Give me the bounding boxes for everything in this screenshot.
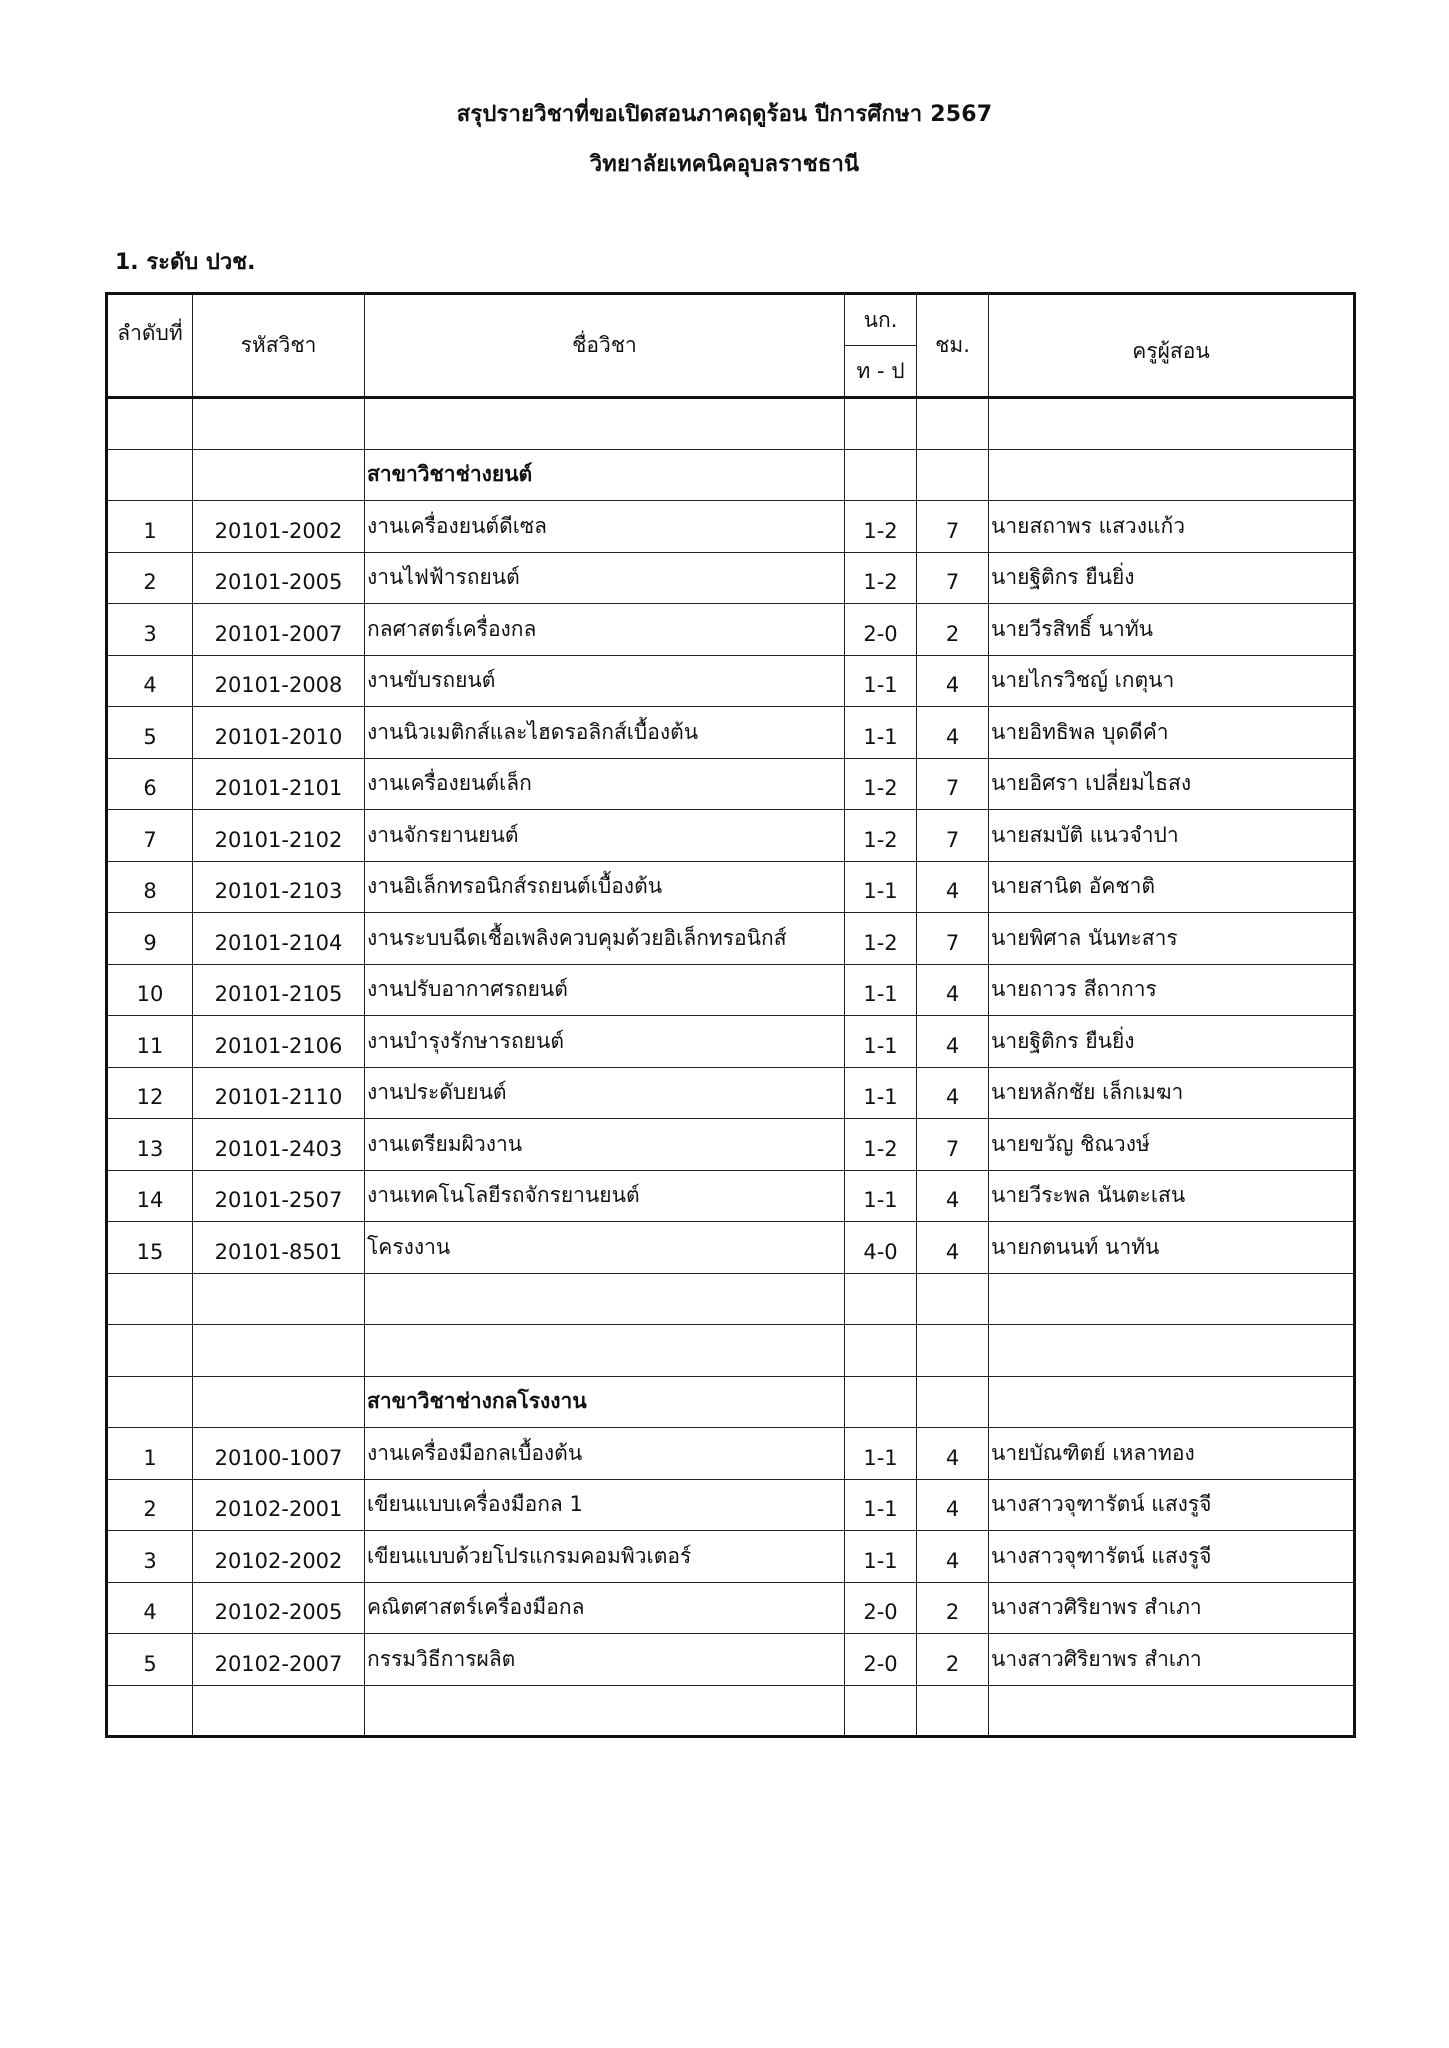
table-row xyxy=(107,913,1355,965)
empty-cell xyxy=(989,449,1355,501)
hours-value: 2 xyxy=(917,1582,989,1634)
credit-value: 1-1 xyxy=(845,1428,917,1480)
course-name: งานบำรุงรักษารถยนต์ xyxy=(365,1016,845,1068)
teacher-name: นายวีรสิทธิ์ นาทัน xyxy=(989,604,1355,656)
course-code: 20101-2104 xyxy=(193,913,365,965)
row-number: 14 xyxy=(107,1170,193,1222)
course-name: งานเทคโนโลยีรถจักรยานยนต์ xyxy=(365,1170,845,1222)
hours-value: 4 xyxy=(917,1222,989,1274)
empty-cell xyxy=(917,1376,989,1428)
section-heading: 1. ระดับ ปวช. xyxy=(115,250,256,275)
row-number: 3 xyxy=(107,604,193,656)
hours-value: 4 xyxy=(917,1016,989,1068)
table-row xyxy=(107,707,1355,759)
course-name: กรรมวิธีการผลิต xyxy=(365,1634,845,1686)
empty-cell xyxy=(193,398,365,450)
empty-cell xyxy=(917,1685,989,1737)
course-code: 20101-2010 xyxy=(193,707,365,759)
teacher-name: นายอิศรา เปลี่ยมไธสง xyxy=(989,758,1355,810)
table-row xyxy=(107,1428,1355,1480)
empty-row xyxy=(107,1325,1355,1377)
empty-cell xyxy=(989,398,1355,450)
row-number: 2 xyxy=(107,1479,193,1531)
group-name: สาขาวิชาช่างกลโรงงาน xyxy=(365,1376,845,1428)
header-teacher: ครูผู้สอน xyxy=(989,294,1355,398)
hours-value: 7 xyxy=(917,810,989,862)
row-number: 13 xyxy=(107,1119,193,1171)
hours-value: 4 xyxy=(917,964,989,1016)
course-code: 20102-2001 xyxy=(193,1479,365,1531)
credit-value: 1-2 xyxy=(845,552,917,604)
table-row xyxy=(107,1634,1355,1686)
empty-cell xyxy=(193,1325,365,1377)
empty-cell xyxy=(989,1325,1355,1377)
row-number: 12 xyxy=(107,1067,193,1119)
row-number: 11 xyxy=(107,1016,193,1068)
header-order: ลำดับที่ xyxy=(107,294,193,398)
row-number: 1 xyxy=(107,1428,193,1480)
course-name: งานเครื่องยนต์เล็ก xyxy=(365,758,845,810)
row-number: 15 xyxy=(107,1222,193,1274)
empty-cell xyxy=(107,1376,193,1428)
empty-cell xyxy=(917,398,989,450)
document-title: สรุปรายวิชาที่ขอเปิดสอนภาคฤดูร้อน ปีการศึกษา 2567 xyxy=(456,102,993,127)
course-name: เขียนแบบเครื่องมือกล 1 xyxy=(365,1479,845,1531)
course-code: 20101-2106 xyxy=(193,1016,365,1068)
empty-cell xyxy=(193,1685,365,1737)
teacher-name: นายไกรวิชญ์ เกตุนา xyxy=(989,655,1355,707)
table-row xyxy=(107,1531,1355,1583)
empty-cell xyxy=(107,1325,193,1377)
teacher-name: นายถาวร สีถาการ xyxy=(989,964,1355,1016)
empty-row xyxy=(107,1685,1355,1737)
credit-value: 1-2 xyxy=(845,913,917,965)
empty-row xyxy=(107,398,1355,450)
empty-cell xyxy=(365,398,845,450)
row-number: 5 xyxy=(107,1634,193,1686)
college-name: วิทยาลัยเทคนิคอุบลราชธานี xyxy=(589,152,860,177)
course-code: 20102-2007 xyxy=(193,1634,365,1686)
teacher-name: นายขวัญ ชิณวงษ์ xyxy=(989,1119,1355,1171)
row-number: 2 xyxy=(107,552,193,604)
hours-value: 4 xyxy=(917,655,989,707)
course-table-body xyxy=(107,398,1355,1737)
course-table xyxy=(105,292,1356,1738)
course-code: 20101-2101 xyxy=(193,758,365,810)
course-name: งานเครื่องมือกลเบื้องต้น xyxy=(365,1428,845,1480)
credit-value: 1-2 xyxy=(845,810,917,862)
empty-cell xyxy=(989,1273,1355,1325)
empty-cell xyxy=(845,398,917,450)
teacher-name: นางสาวจุฑารัตน์ แสงรูจี xyxy=(989,1479,1355,1531)
teacher-name: นายกตนนท์ นาทัน xyxy=(989,1222,1355,1274)
course-name: งานขับรถยนต์ xyxy=(365,655,845,707)
credit-value: 1-2 xyxy=(845,1119,917,1171)
empty-cell xyxy=(917,1325,989,1377)
empty-cell xyxy=(845,1685,917,1737)
empty-cell xyxy=(107,449,193,501)
empty-cell xyxy=(365,1685,845,1737)
teacher-name: นางสาวศิริยาพร สำเภา xyxy=(989,1634,1355,1686)
credit-value: 1-2 xyxy=(845,501,917,553)
empty-cell xyxy=(107,1273,193,1325)
credit-value: 1-1 xyxy=(845,964,917,1016)
row-number: 10 xyxy=(107,964,193,1016)
row-number: 4 xyxy=(107,655,193,707)
hours-value: 7 xyxy=(917,758,989,810)
credit-value: 1-1 xyxy=(845,1016,917,1068)
empty-cell xyxy=(845,1325,917,1377)
credit-value: 2-0 xyxy=(845,604,917,656)
empty-cell xyxy=(193,1273,365,1325)
course-name: งานประดับยนต์ xyxy=(365,1067,845,1119)
course-code: 20101-2103 xyxy=(193,861,365,913)
group-row xyxy=(107,449,1355,501)
hours-value: 4 xyxy=(917,707,989,759)
empty-cell xyxy=(845,1273,917,1325)
empty-cell xyxy=(193,449,365,501)
table-row xyxy=(107,1222,1355,1274)
header-code: รหัสวิชา xyxy=(193,294,365,398)
empty-cell xyxy=(365,1325,845,1377)
credit-value: 1-1 xyxy=(845,1531,917,1583)
course-code: 20101-2507 xyxy=(193,1170,365,1222)
table-row xyxy=(107,1582,1355,1634)
table-row xyxy=(107,655,1355,707)
hours-value: 2 xyxy=(917,604,989,656)
row-number: 6 xyxy=(107,758,193,810)
hours-value: 4 xyxy=(917,1067,989,1119)
teacher-name: นายหลักชัย เล็กเมฆา xyxy=(989,1067,1355,1119)
header-hours: ชม. xyxy=(917,294,989,398)
course-code: 20101-2005 xyxy=(193,552,365,604)
empty-cell xyxy=(193,1376,365,1428)
teacher-name: นายสมบัติ แนวจำปา xyxy=(989,810,1355,862)
course-name: งานปรับอากาศรถยนต์ xyxy=(365,964,845,1016)
table-row xyxy=(107,1479,1355,1531)
credit-value: 1-1 xyxy=(845,1170,917,1222)
course-code: 20102-2005 xyxy=(193,1582,365,1634)
course-name: งานไฟฟ้ารถยนต์ xyxy=(365,552,845,604)
table-row xyxy=(107,604,1355,656)
row-number: 8 xyxy=(107,861,193,913)
group-row xyxy=(107,1376,1355,1428)
course-code: 20101-2102 xyxy=(193,810,365,862)
credit-value: 1-2 xyxy=(845,758,917,810)
empty-cell xyxy=(917,1273,989,1325)
teacher-name: นายพิศาล นันทะสาร xyxy=(989,913,1355,965)
course-name: เขียนแบบด้วยโปรแกรมคอมพิวเตอร์ xyxy=(365,1531,845,1583)
credit-value: 2-0 xyxy=(845,1582,917,1634)
course-code: 20102-2002 xyxy=(193,1531,365,1583)
teacher-name: นายฐิติกร ยืนยิ่ง xyxy=(989,1016,1355,1068)
table-row xyxy=(107,964,1355,1016)
course-name: โครงงาน xyxy=(365,1222,845,1274)
teacher-name: นายสถาพร แสวงแก้ว xyxy=(989,501,1355,553)
row-number: 9 xyxy=(107,913,193,965)
course-name: งานระบบฉีดเชื้อเพลิงควบคุมด้วยอิเล็กทรอนิกส์ xyxy=(365,913,845,965)
row-number: 3 xyxy=(107,1531,193,1583)
hours-value: 4 xyxy=(917,1531,989,1583)
row-number: 4 xyxy=(107,1582,193,1634)
course-name: งานเครื่องยนต์ดีเซล xyxy=(365,501,845,553)
empty-cell xyxy=(107,398,193,450)
credit-value: 1-1 xyxy=(845,1067,917,1119)
teacher-name: นายฐิติกร ยืนยิ่ง xyxy=(989,552,1355,604)
course-name: งานจักรยานยนต์ xyxy=(365,810,845,862)
empty-row xyxy=(107,1273,1355,1325)
teacher-name: นางสาวจุฑารัตน์ แสงรูจี xyxy=(989,1531,1355,1583)
course-code: 20101-2105 xyxy=(193,964,365,1016)
course-code: 20101-8501 xyxy=(193,1222,365,1274)
credit-value: 1-1 xyxy=(845,707,917,759)
table-row xyxy=(107,501,1355,553)
teacher-name: นายอิทธิพล บุดดีคำ xyxy=(989,707,1355,759)
hours-value: 7 xyxy=(917,913,989,965)
hours-value: 4 xyxy=(917,861,989,913)
hours-value: 4 xyxy=(917,1479,989,1531)
course-name: คณิตศาสตร์เครื่องมือกล xyxy=(365,1582,845,1634)
table-row xyxy=(107,1016,1355,1068)
credit-value: 1-1 xyxy=(845,655,917,707)
teacher-name: นายสานิต อัคชาติ xyxy=(989,861,1355,913)
hours-value: 7 xyxy=(917,1119,989,1171)
course-name: กลศาสตร์เครื่องกล xyxy=(365,604,845,656)
course-name: งานเตรียมผิวงาน xyxy=(365,1119,845,1171)
course-name: งานอิเล็กทรอนิกส์รถยนต์เบื้องต้น xyxy=(365,861,845,913)
table-row xyxy=(107,1170,1355,1222)
empty-cell xyxy=(989,1685,1355,1737)
header-credit-sub: ท - ป xyxy=(845,346,917,398)
teacher-name: นายบัณฑิตย์ เหลาทอง xyxy=(989,1428,1355,1480)
hours-value: 7 xyxy=(917,552,989,604)
table-row xyxy=(107,810,1355,862)
row-number: 7 xyxy=(107,810,193,862)
group-name: สาขาวิชาช่างยนต์ xyxy=(365,449,845,501)
empty-cell xyxy=(845,449,917,501)
table-row xyxy=(107,1067,1355,1119)
credit-value: 1-1 xyxy=(845,861,917,913)
credit-value: 1-1 xyxy=(845,1479,917,1531)
header-credit: นก. xyxy=(845,294,917,346)
course-code: 20101-2008 xyxy=(193,655,365,707)
course-code: 20101-2110 xyxy=(193,1067,365,1119)
hours-value: 4 xyxy=(917,1170,989,1222)
teacher-name: นายวีระพล นันตะเสน xyxy=(989,1170,1355,1222)
empty-cell xyxy=(365,1273,845,1325)
hours-value: 2 xyxy=(917,1634,989,1686)
row-number: 1 xyxy=(107,501,193,553)
hours-value: 4 xyxy=(917,1428,989,1480)
table-row xyxy=(107,552,1355,604)
empty-cell xyxy=(917,449,989,501)
empty-cell xyxy=(845,1376,917,1428)
empty-cell xyxy=(989,1376,1355,1428)
credit-value: 4-0 xyxy=(845,1222,917,1274)
course-name: งานนิวเมติกส์และไฮดรอลิกส์เบื้องต้น xyxy=(365,707,845,759)
credit-value: 2-0 xyxy=(845,1634,917,1686)
course-code: 20101-2403 xyxy=(193,1119,365,1171)
empty-cell xyxy=(107,1685,193,1737)
table-row xyxy=(107,1119,1355,1171)
table-row xyxy=(107,861,1355,913)
row-number: 5 xyxy=(107,707,193,759)
course-code: 20100-1007 xyxy=(193,1428,365,1480)
hours-value: 7 xyxy=(917,501,989,553)
header-name: ชื่อวิชา xyxy=(365,294,845,398)
teacher-name: นางสาวศิริยาพร สำเภา xyxy=(989,1582,1355,1634)
course-code: 20101-2002 xyxy=(193,501,365,553)
course-code: 20101-2007 xyxy=(193,604,365,656)
table-row xyxy=(107,758,1355,810)
